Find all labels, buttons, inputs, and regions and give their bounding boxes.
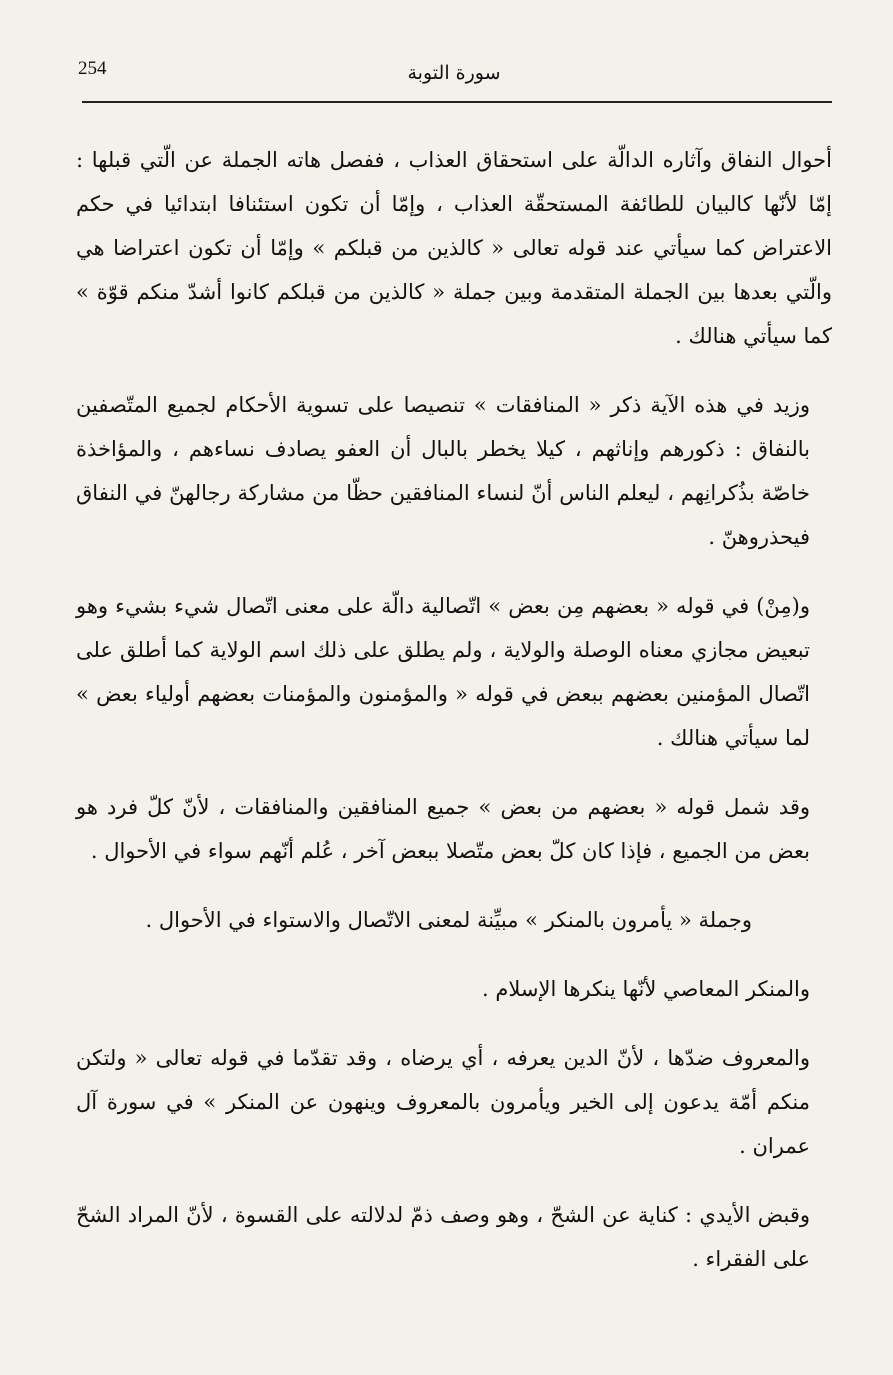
paragraph-4: وقد شمل قوله « بعضهم من بعض » جميع المنافقين والمنافقات ، لأنّ كلّ فرد هو بعض من الجميع ، فإذا كان كلّ بعض متّصلا ببعض آخر ، عُلم أنّهم سواء في الأحوال .: [76, 795, 810, 863]
paragraph-3: و(مِنْ) في قوله « بعضهم مِن بعض » اتّصالية دالّة على معنى اتّصال شيء بشيء وهو تبعيض مجازي معناه الوصلة والولاية ، ولم يطلق على ذلك اسم الولاية كما أطلق على اتّصال المؤمنين بعضهم ببعض في قوله « والمؤمنون والمؤمنات بعضهم أولياء بعض » لما سيأتي هنالك .: [76, 594, 810, 750]
page-number: 254: [78, 58, 107, 79]
header-divider: [82, 101, 832, 103]
paragraph-6: والمنكر المعاصي لأنّها ينكرها الإسلام .: [481, 977, 810, 1001]
paragraph-5: وجملة « يأمرون بالمنكر » مبيِّنة لمعنى الاتّصال والاستواء في الأحوال .: [145, 908, 752, 932]
page-header: [78, 56, 830, 100]
paragraph-1: أحوال النفاق وآثاره الدالّة على استحقاق العذاب ، ففصل هاته الجملة عن الّتي قبلها : إمّا لأنّها كالبيان للطائفة المستحقّة العذاب ، وإمّا أن تكون استئنافا ابتدائيا في حكم الاعتراض كما سيأتي عند قوله تعالى « كالذين من قبلكم » وإمّا أن تكون اعتراضا هي والّتي بعدها بين الجملة المتقدمة وبين جملة « كالذين من قبلكم كانوا أشدّ منكم قوّة » كما سيأتي هنالك .: [76, 148, 833, 348]
paragraph-7: والمعروف ضدّها ، لأنّ الدين يعرفه ، أي يرضاه ، وقد تقدّما في قوله تعالى « ولتكن منكم أمّة يدعون إلى الخير ويأمرون بالمعروف وينهون عن المنكر » في سورة آل عمران .: [76, 1046, 810, 1158]
paragraph-2: وزيد في هذه الآية ذكر « المنافقات » تنصيصا على تسوية الأحكام لجميع المتّصفين بالنفاق : ذكورهم وإناثهم ، كيلا يخطر بالبال أن العفو يصادف نساءهم ، والمؤاخذة خاصّة بذُكرانِهم ، ليعلم الناس أنّ لنساء المنافقين حظّا من مشاركة رجالهنّ في النفاق فيحذروهنّ .: [76, 393, 810, 549]
paragraph-8: وقبض الأيدي : كناية عن الشحّ ، وهو وصف ذمّ لدلالته على القسوة ، لأنّ المراد الشحّ على الفقراء .: [76, 1203, 810, 1271]
body-text: [76, 138, 832, 1306]
running-title: سورة التوبة: [407, 62, 501, 84]
